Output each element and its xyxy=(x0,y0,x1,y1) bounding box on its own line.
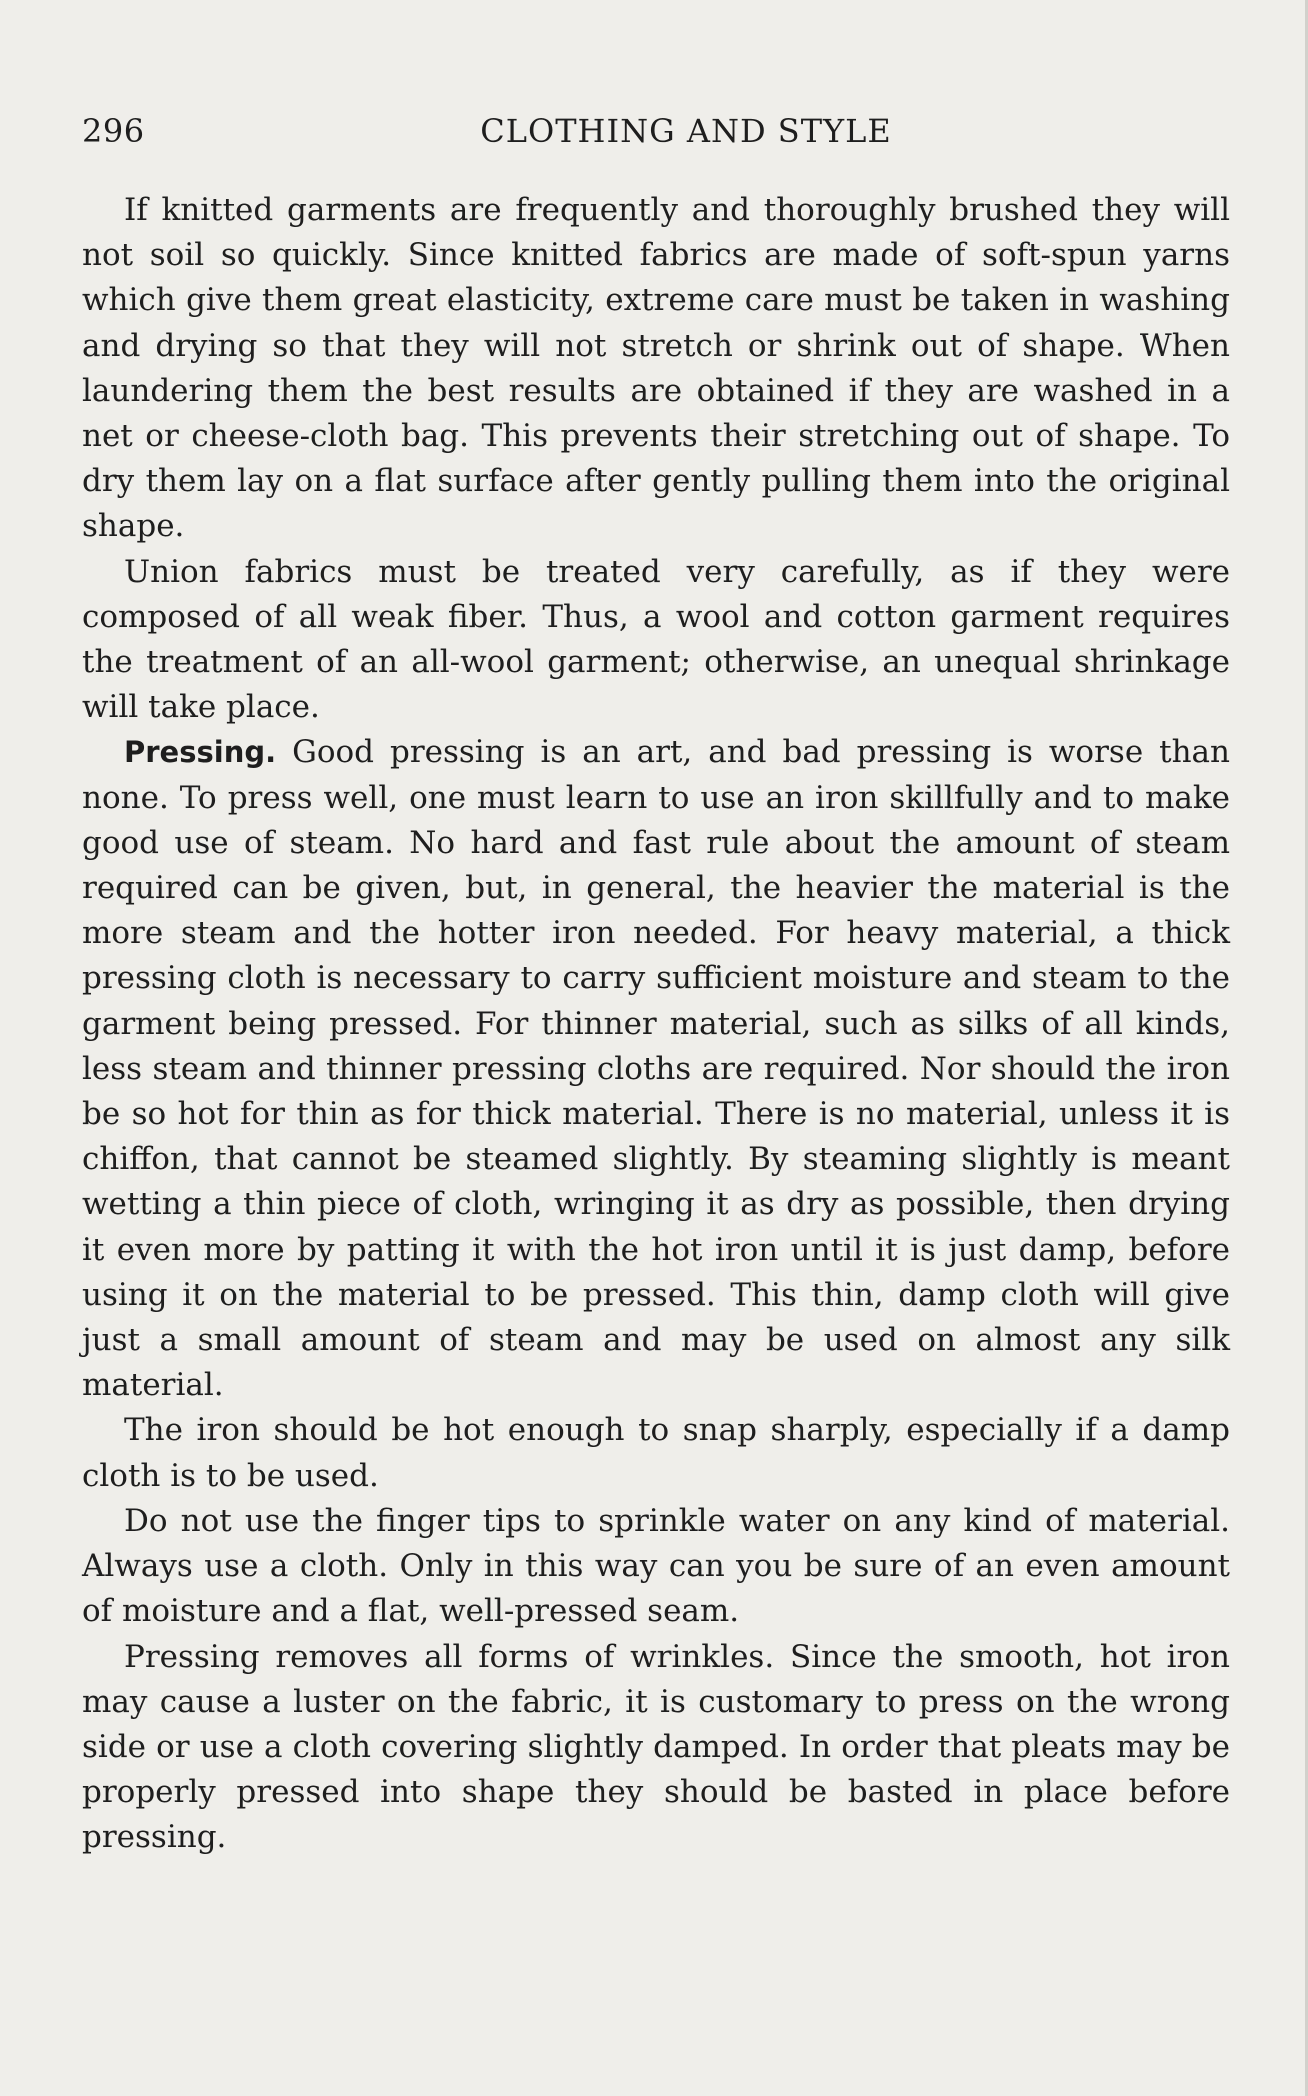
running-title: CLOTHING AND STYLE xyxy=(480,112,892,150)
paragraph-sprinkle-water: Do not use the finger tips to sprinkle water on any kind of material. Always use a cloth. Only in this way can you be sure of an even amount of moisture and a flat, well-pressed seam. xyxy=(82,1502,1230,1630)
paragraph-knitted-garments: If knitted garments are frequently and thoroughly brushed they will not soil so quickly. Since knitted fabrics are made of soft-spun yarns which give them great elasticity, extreme care must be taken in washing and drying so that they will not stretch or shrink out of shape. When laundering them the best results are obtained if they are washed in a net or cheese-cloth bag. This prevents their stretching out of shape. To dry them lay on a flat surface after gently pulling them into the original shape. xyxy=(82,192,1230,545)
paragraph-pressing-text: Good pressing is an art, and bad pressing is worse than none. To press well, one must learn to use an iron skillfully and to make good use of steam. No hard and fast rule about the amount of steam required can be given, but, in general, the heavier the material is the more steam and the hotter iron needed. For heavy material, a thick pressing cloth is necessary to carry sufficient moisture and steam to the garment being pressed. For thinner material, such as silks of all kinds, less steam and thinner pressing cloths are required. Nor should the iron be so hot for thin as for thick material. There is no material, unless it is chiffon, that cannot be steamed slightly. By steaming slightly is meant wetting a thin piece of cloth, wringing it as dry as possible, then drying it even more by patting it with the hot iron until it is just damp, before using it on the material to be pressed. This thin, damp cloth will give just a small amount of steam and may be used on almost any silk material. xyxy=(82,734,1231,1404)
page-header xyxy=(82,108,1230,154)
section-heading-pressing: Pressing. xyxy=(124,735,277,770)
paragraph-iron-heat: The iron should be hot enough to snap sharply, especially if a damp cloth is to be used. xyxy=(82,1412,1230,1494)
paragraph-pressing xyxy=(82,730,1230,1408)
page-number: 296 xyxy=(82,112,145,150)
body-text xyxy=(82,188,1230,1861)
paragraph-pressing-wrinkles: Pressing removes all forms of wrinkles. Since the smooth, hot iron may cause a luster on the fabric, it is customary to press on the wrong side or use a cloth covering slightly damped. In order that pleats may be properly pressed into shape they should be basted in place before pressing. xyxy=(82,1638,1230,1856)
paragraph-union-fabrics: Union fabrics must be treated very carefully, as if they were composed of all weak fiber. Thus, a wool and cotton garment requires the treatment of an all-wool garment; otherwise, an unequal shrinkage will take place. xyxy=(82,553,1230,726)
